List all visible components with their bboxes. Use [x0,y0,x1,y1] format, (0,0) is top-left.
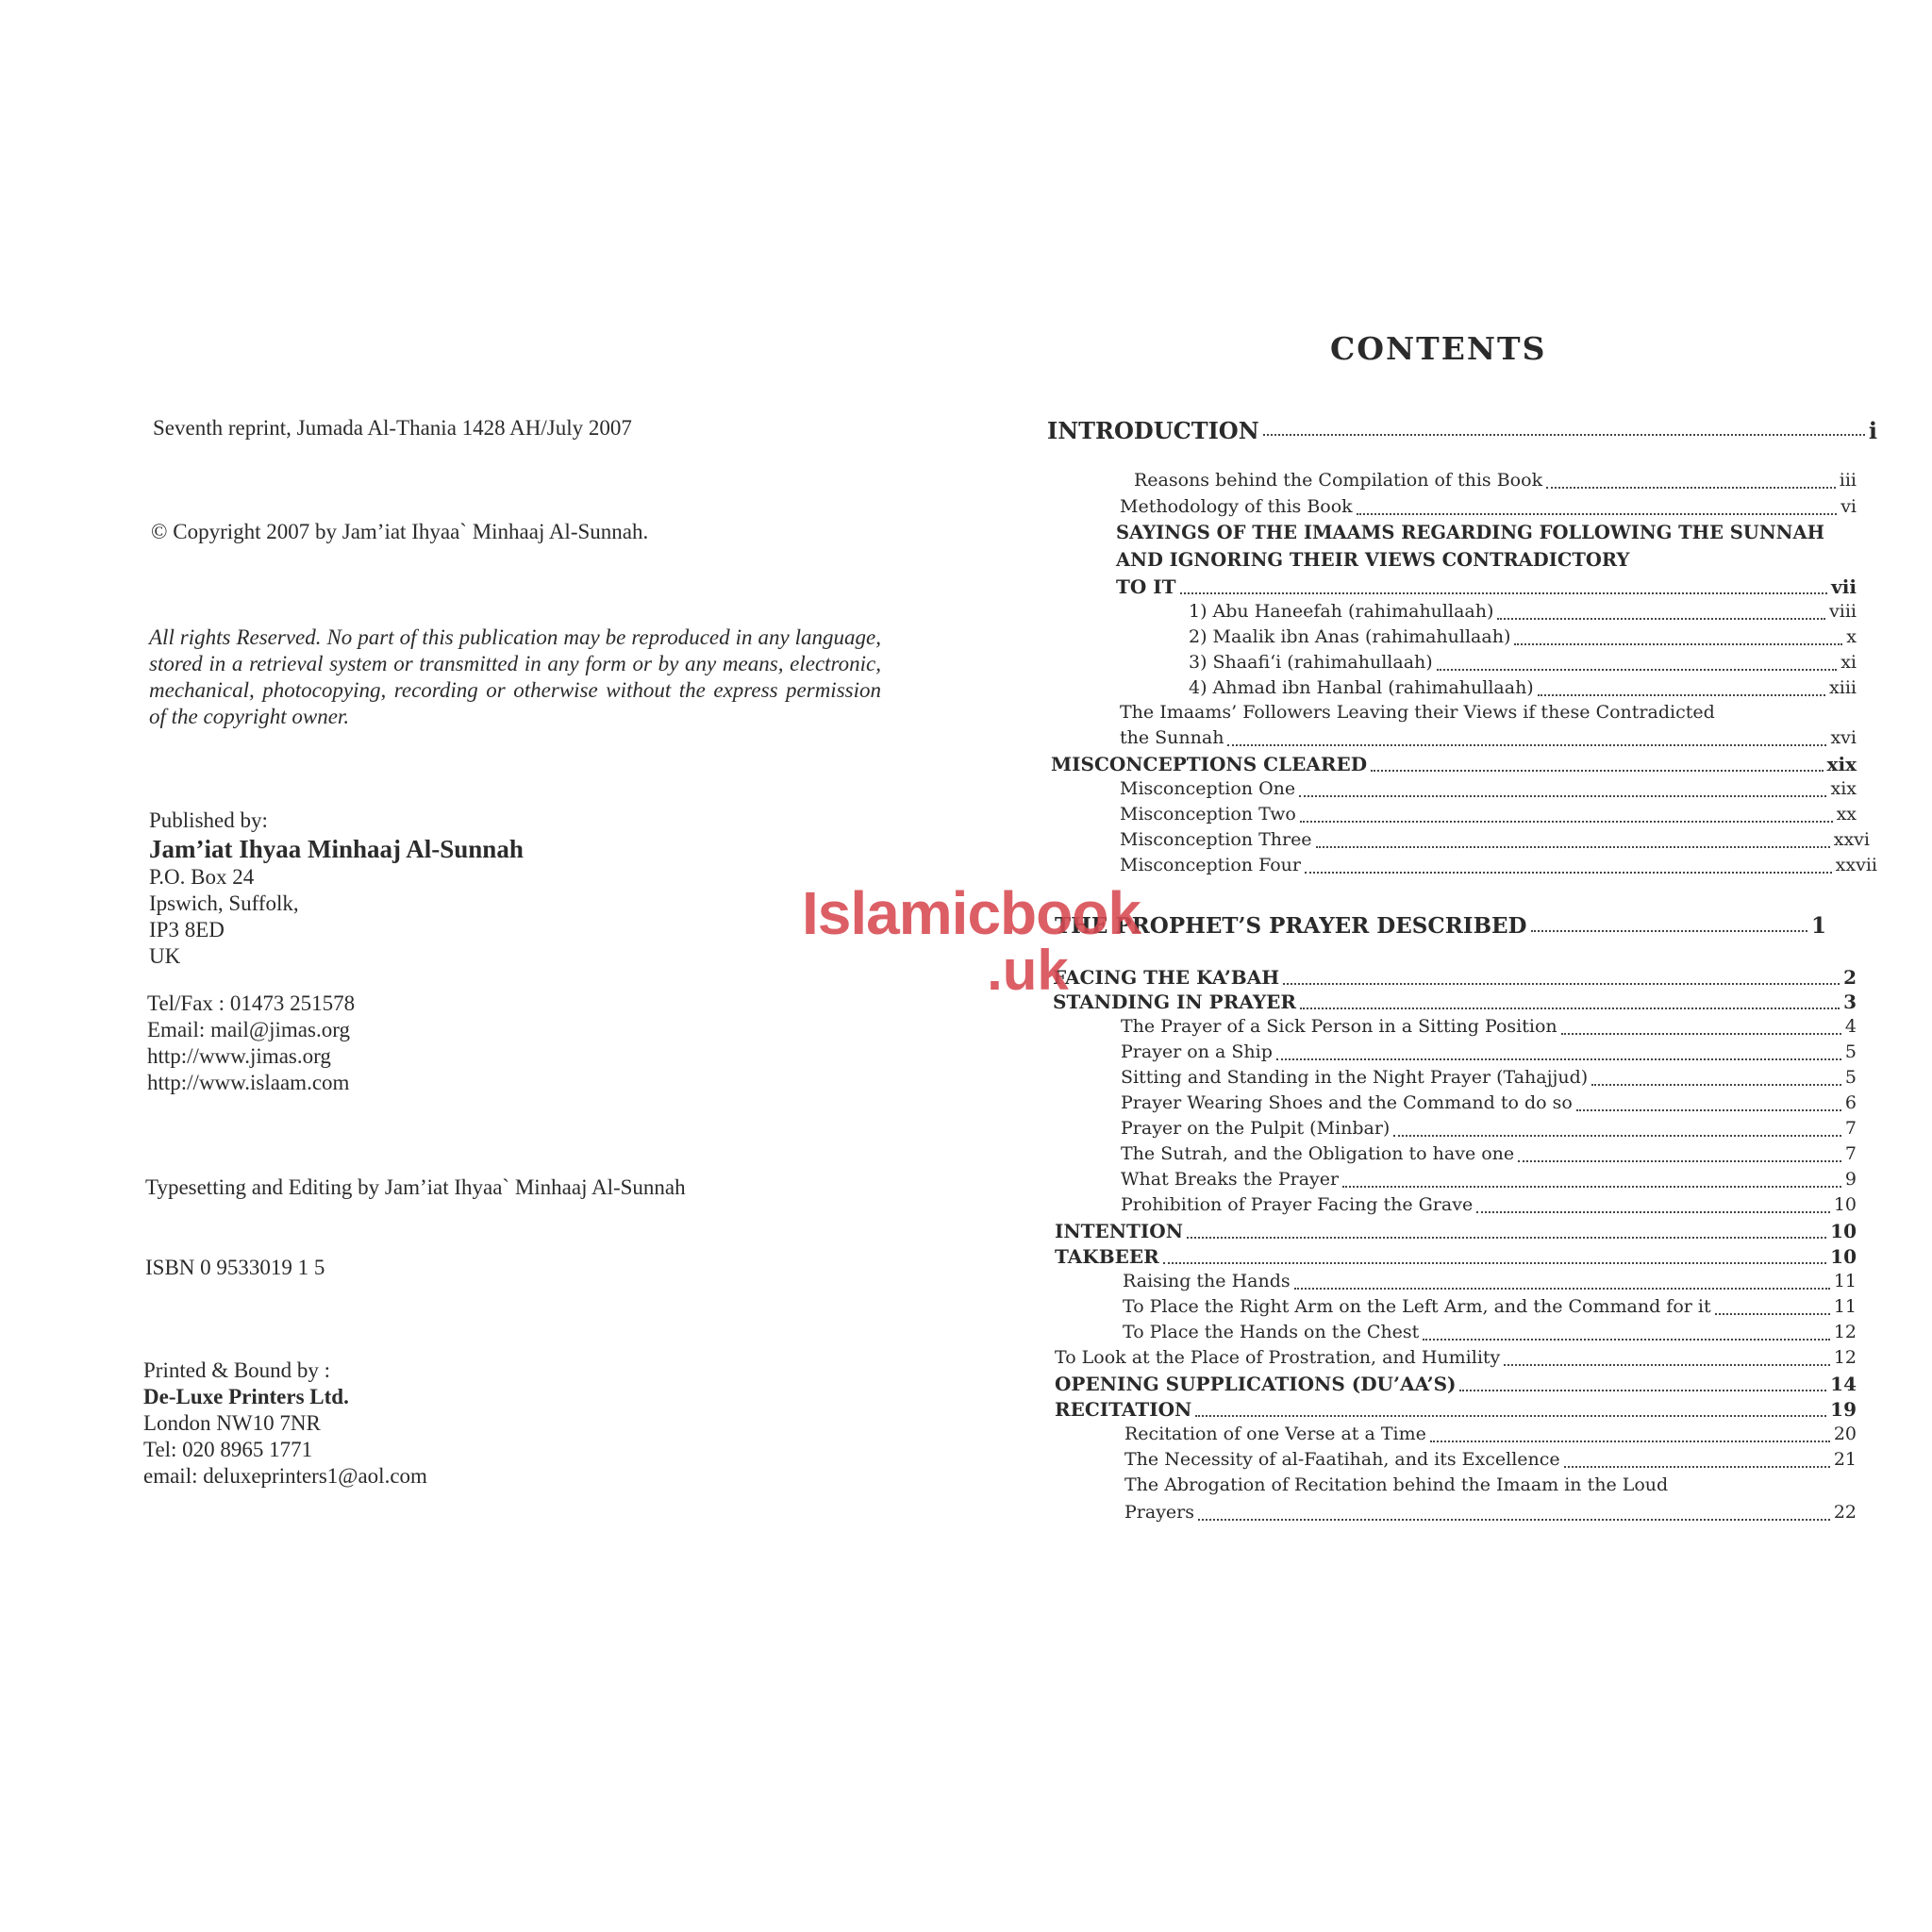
toc-entry: Misconception Three xxvi [1120,829,1870,850]
toc-entry: 2) Maalik ibn Anas (rahimahullaah) x [1189,626,1857,647]
contents-title: CONTENTS [1330,330,1547,367]
printer-block [143,1357,427,1490]
toc-entry: Prohibition of Prayer Facing the Grave 10 [1121,1194,1857,1215]
toc-entry: Raising the Hands 11 [1123,1271,1857,1291]
printer-name: De-Luxe Printers Ltd. [143,1385,349,1408]
watermark-line: Islamicbook [802,879,1141,947]
email: Email: mail@jimas.org [147,1018,350,1041]
rights-notice: All rights Reserved. No part of this publication may be reproduced in any language, stored in a retrieval system or transmitted in any form or by any means, electronic, mechanical, photocopying, recording or otherwise without the express permission of the copyright owner. [149,625,881,728]
toc-entry: To Place the Right Arm on the Left Arm, and the Command for it 11 [1123,1296,1857,1317]
toc-entry: Prayer Wearing Shoes and the Command to do so 6 [1121,1092,1857,1113]
toc-entry: STANDING IN PRAYER 3 [1053,991,1857,1013]
toc-entry: Recitation of one Verse at a Time 20 [1124,1424,1857,1444]
toc-entry: To Place the Hands on the Chest 12 [1123,1322,1857,1342]
tel-fax: Tel/Fax : 01473 251578 [147,991,356,1015]
toc-entry: The Abrogation of Recitation behind the Imaam in the Loud [1124,1474,1669,1495]
address-line: IP3 8ED [149,918,225,941]
toc-entry: Misconception Two xx [1120,804,1857,824]
toc-entry: Methodology of this Book vi [1120,496,1857,517]
toc-entry: INTENTION 10 [1055,1220,1857,1242]
toc-entry: the Sunnah xvi [1120,727,1857,748]
toc-entry: The Imaams’ Followers Leaving their Views if these Contradicted [1120,702,1715,723]
address-line: Ipswich, Suffolk, [149,891,299,915]
toc-entry: MISCONCEPTIONS CLEARED xix [1051,753,1857,775]
toc-entry: Sitting and Standing in the Night Prayer (Tahajjud) 5 [1121,1067,1857,1088]
printer-line: email: deluxeprinters1@aol.com [143,1464,427,1488]
printed-by-label: Printed & Bound by : [143,1358,331,1382]
typesetting-credit: Typesetting and Editing by Jam’iat Ihyaa` Minhaaj Al-Sunnah [145,1175,686,1199]
toc-entry: THE PROPHET’S PRAYER DESCRIBED 1 [1055,913,1826,939]
printer-line: London NW10 7NR [143,1411,321,1435]
contact-block [147,991,355,1096]
toc-entry: SAYINGS OF THE IMAAMS REGARDING FOLLOWING THE SUNNAH AND IGNORING THEIR VIEWS CONTRADICTORY [1116,522,1825,571]
toc-entry: TO IT vii [1116,575,1857,598]
toc-entry: To Look at the Place of Prostration, and Humility 12 [1055,1347,1857,1368]
watermark-line: .uk [987,939,1069,1002]
copyright-line: © Copyright 2007 by Jam’iat Ihyaa` Minhaaj Al-Sunnah. [151,520,649,543]
printer-line: Tel: 020 8965 1771 [143,1438,313,1461]
toc-entry: FACING THE KA’BAH 2 [1053,966,1857,989]
toc-entry: Misconception One xix [1120,778,1857,799]
website: http://www.jimas.org [147,1044,331,1068]
toc-entry: What Breaks the Prayer 9 [1121,1169,1857,1190]
toc-entry: 4) Ahmad ibn Hanbal (rahimahullaah) xiii [1189,677,1857,698]
toc-entry: Prayer on the Pulpit (Minbar) 7 [1121,1118,1857,1139]
isbn: ISBN 0 9533019 1 5 [145,1256,325,1279]
toc-entry: Misconception Four xxvii [1120,855,1877,875]
toc-entry: The Sutrah, and the Obligation to have one 7 [1121,1143,1857,1164]
toc-entry: Prayers 22 [1124,1502,1857,1523]
watermark [802,879,1141,1002]
website: http://www.islaam.com [147,1071,350,1094]
toc-entry: Prayer on a Ship 5 [1121,1041,1857,1062]
address-line: P.O. Box 24 [149,865,255,889]
reprint-line: Seventh reprint, Jumada Al-Thania 1428 AH/July 2007 [153,416,632,440]
toc-entry: 3) Shaafi‘i (rahimahullaah) xi [1189,652,1857,673]
toc-entry: The Necessity of al-Faatihah, and its Excellence 21 [1124,1449,1857,1470]
published-by-label: Published by: [149,808,268,832]
publisher-block [149,808,524,970]
toc-entry: The Prayer of a Sick Person in a Sitting Position 4 [1121,1016,1857,1037]
toc-entry: TAKBEER 10 [1055,1245,1857,1268]
toc-entry: 1) Abu Haneefah (rahimahullaah) viii [1189,601,1857,622]
toc-entry: INTRODUCTION i [1047,417,1877,444]
toc-entry: RECITATION 19 [1055,1398,1857,1421]
toc-entry: OPENING SUPPLICATIONS (DU’AA’S) 14 [1055,1373,1857,1395]
publisher-name: Jam’iat Ihyaa Minhaaj Al-Sunnah [149,835,524,863]
toc-entry: Reasons behind the Compilation of this Book iii [1134,470,1857,491]
address-line: UK [149,944,181,968]
